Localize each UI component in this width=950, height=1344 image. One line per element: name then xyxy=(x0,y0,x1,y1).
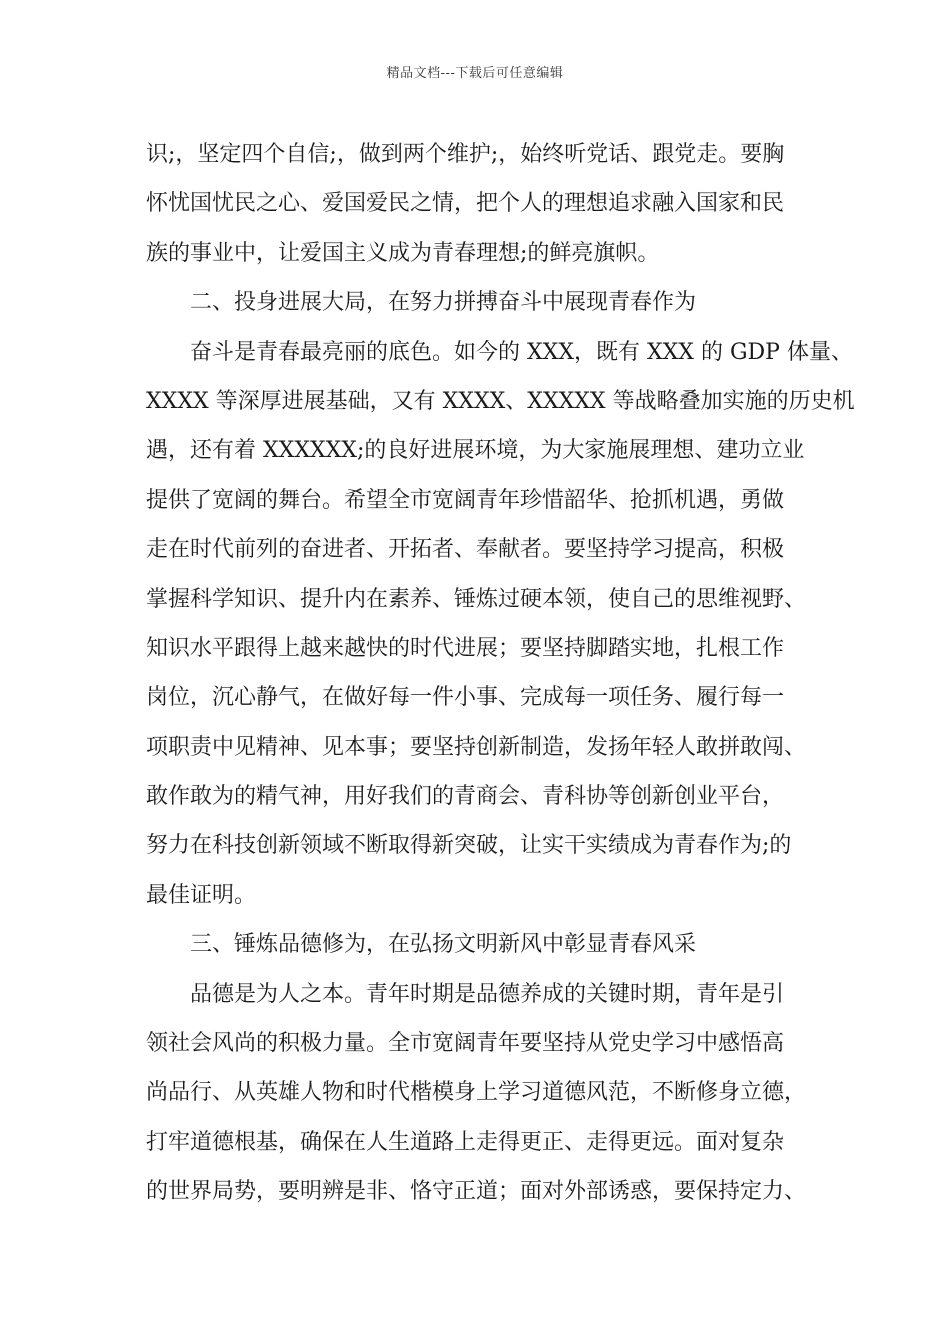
document-body xyxy=(146,130,855,1217)
text-line: 项职责中见精神、见本事；要坚持创新制造，发扬年轻人敢拼敢闯、 xyxy=(146,734,807,760)
text-line: 的世界局势，要明辨是非、恪守正道；面对外部诱惑，要保持定力、 xyxy=(146,1179,807,1205)
text-line: 尚品行、从英雄人物和时代楷模身上学习道德风范，不断修身立德， xyxy=(146,1080,807,1106)
text-line: 敢作敢为的精气神，用好我们的青商会、青科协等创新创业平台， xyxy=(146,784,785,810)
page-header: 精品文档---下载后可任意编辑 xyxy=(386,66,564,81)
text-line: 提供了宽阔的舞台。希望全市宽阔青年珍惜韶华、抢抓机遇，勇做 xyxy=(146,487,785,513)
text-line: 打牢道德根基，确保在人生道路上走得更正、走得更远。面对复杂 xyxy=(146,1129,785,1155)
section-heading-3: 三、锤炼品德修为，在弘扬文明新风中彰显青春风采 xyxy=(190,932,697,958)
section-heading-2: 二、投身进展大局，在努力拼搏奋斗中展现青春作为 xyxy=(190,290,697,316)
text-line: 奋斗是青春最亮丽的底色。如今的 XXX，既有 XXX 的 GDP 体量、 xyxy=(190,339,853,365)
text-line: 最佳证明。 xyxy=(146,882,257,908)
text-line: 领社会风尚的积极力量。全市宽阔青年要坚持从党史学习中感悟高 xyxy=(146,1031,785,1057)
text-line: 知识水平跟得上越来越快的时代进展；要坚持脚踏实地，扎根工作 xyxy=(146,635,785,661)
text-line: 识;，坚定四个自信;，做到两个维护;，始终听党话、跟党走。要胸 xyxy=(146,142,785,167)
text-line: 努力在科技创新领域不断取得新突破，让实干实绩成为青春作为;的 xyxy=(146,833,792,859)
text-line: XXXX 等深厚进展基础，又有 XXXX、XXXXX 等战略叠加实施的历史机 xyxy=(146,388,855,414)
text-line: 遇，还有着 XXXXXX;的良好进展环境，为大家施展理想、建功立业 xyxy=(146,438,805,464)
text-line: 怀忧国忧民之心、爱国爱民之情，把个人的理想追求融入国家和民 xyxy=(146,191,785,217)
text-line: 族的事业中，让爱国主义成为青春理想;的鲜亮旗帜。 xyxy=(146,240,660,266)
text-line: 走在时代前列的奋进者、开拓者、奉献者。要坚持学习提高，积极 xyxy=(146,537,785,563)
text-line: 品德是为人之本。青年时期是品德养成的关键时期，青年是引 xyxy=(190,981,785,1007)
text-line: 岗位，沉心静气，在做好每一件小事、完成每一项任务、履行每一 xyxy=(146,685,785,711)
text-line: 掌握科学知识、提升内在素养、锤炼过硬本领，使自己的思维视野、 xyxy=(146,586,807,612)
